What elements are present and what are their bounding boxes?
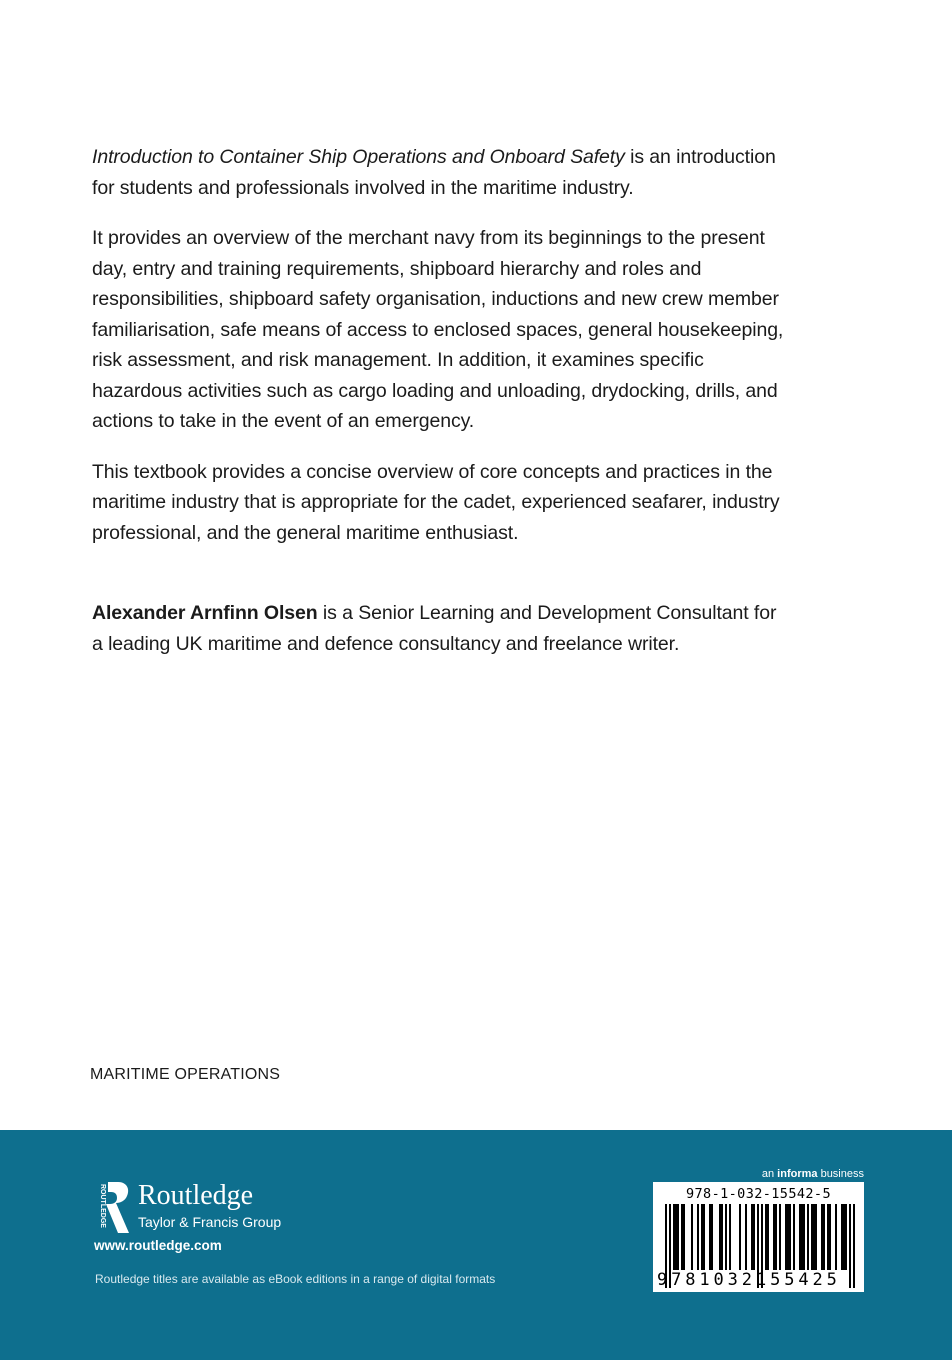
overview-paragraph: It provides an overview of the merchant navy from its beginnings to the present day, entry and training requirements, shipboard hierarchy and roles and responsibilities, shipboard safety organisation, inductions and new crew member familiarisation, safe means of access to enclosed spaces, general housekeeping, risk assessment, and risk management. In addition, it examines specific hazardous activities such as cargo loading and unloading, drydocking, drills, and actions to take in the event of an emergency. bbox=[92, 227, 784, 432]
barcode-bar bbox=[673, 1204, 675, 1270]
barcode-bar bbox=[745, 1204, 747, 1270]
informa-brand: informa bbox=[777, 1168, 818, 1180]
barcode-bar bbox=[811, 1204, 813, 1270]
author-description: is a Senior Learning and Development Consultant for a leading UK maritime and defence consultancy and freelance writer. bbox=[92, 602, 777, 655]
barcode-bar bbox=[775, 1204, 777, 1270]
audience-paragraph: This textbook provides a concise overview of core concepts and practices in the maritime industry that is appropriate for the cadet, experienced seafarer, industry professional, and the general maritime enthusiast. bbox=[92, 460, 780, 544]
barcode-bar bbox=[683, 1204, 685, 1270]
barcode-bar bbox=[767, 1204, 769, 1270]
barcode-bar bbox=[827, 1204, 829, 1270]
barcode-bar bbox=[709, 1204, 711, 1270]
barcode-bar bbox=[681, 1204, 683, 1270]
barcode-bar bbox=[697, 1204, 699, 1270]
back-cover-blurb bbox=[92, 142, 792, 679]
series-label: MARITIME OPERATIONS bbox=[90, 1066, 281, 1083]
barcode-bar bbox=[739, 1204, 741, 1270]
publisher-url[interactable]: www.routledge.com bbox=[94, 1238, 222, 1253]
barcode-bar bbox=[787, 1204, 789, 1270]
barcode-bar bbox=[835, 1204, 837, 1270]
barcode-bar bbox=[801, 1204, 803, 1270]
intro-paragraph bbox=[92, 142, 792, 203]
barcode-bar bbox=[829, 1204, 831, 1270]
barcode-bar bbox=[785, 1204, 787, 1270]
barcode-bar bbox=[807, 1204, 809, 1270]
barcode-bar bbox=[823, 1204, 825, 1270]
barcode-bar bbox=[803, 1204, 805, 1270]
barcode-bar bbox=[677, 1204, 679, 1270]
barcode-bar bbox=[675, 1204, 677, 1270]
barcode-bar bbox=[725, 1204, 727, 1270]
informa-prefix: an bbox=[761, 1168, 778, 1180]
barcode-bar bbox=[691, 1204, 693, 1270]
isbn-barcode bbox=[653, 1182, 864, 1292]
barcode-bar bbox=[821, 1204, 823, 1270]
publisher-name: Routledge bbox=[138, 1180, 254, 1211]
barcode-bar bbox=[719, 1204, 721, 1270]
intro-text: is an introduction for students and professionals involved in the maritime industry. bbox=[92, 146, 776, 199]
publisher-band bbox=[0, 1130, 952, 1360]
informa-tagline bbox=[762, 1168, 864, 1180]
barcode-bar bbox=[753, 1204, 755, 1270]
publisher-group: Taylor & Francis Group bbox=[138, 1214, 282, 1230]
routledge-logo-icon bbox=[92, 1180, 132, 1240]
barcode-bar bbox=[751, 1204, 753, 1270]
barcode-bar bbox=[703, 1204, 705, 1270]
barcode-bar bbox=[845, 1204, 847, 1270]
barcode-bar bbox=[799, 1204, 801, 1270]
barcode-bar bbox=[789, 1204, 791, 1270]
barcode-bar bbox=[841, 1204, 843, 1270]
barcode-bar bbox=[843, 1204, 845, 1270]
barcode-bar bbox=[773, 1204, 775, 1270]
informa-suffix: business bbox=[817, 1168, 864, 1180]
barcode-bar bbox=[779, 1204, 781, 1270]
book-title: Introduction to Container Ship Operations and Onboard Safety bbox=[92, 146, 625, 168]
barcode-bar bbox=[793, 1204, 795, 1270]
barcode-bar bbox=[813, 1204, 815, 1270]
isbn-number: 978-1-032-15542-5 bbox=[686, 1186, 831, 1202]
barcode-bar bbox=[721, 1204, 723, 1270]
logo-vertical-wordmark: ROUTLEDGE bbox=[99, 1184, 106, 1228]
barcode-bar bbox=[701, 1204, 703, 1270]
barcode-bar bbox=[729, 1204, 731, 1270]
barcode-bar bbox=[711, 1204, 713, 1270]
barcode-bar bbox=[815, 1204, 817, 1270]
author-name: Alexander Arnfinn Olsen bbox=[92, 602, 318, 624]
ebook-note: Routledge titles are available as eBook editions in a range of digital formats bbox=[95, 1272, 496, 1286]
barcode-digits: 9781032155425 bbox=[657, 1270, 841, 1290]
author-bio bbox=[92, 598, 792, 659]
barcode-bar bbox=[765, 1204, 767, 1270]
